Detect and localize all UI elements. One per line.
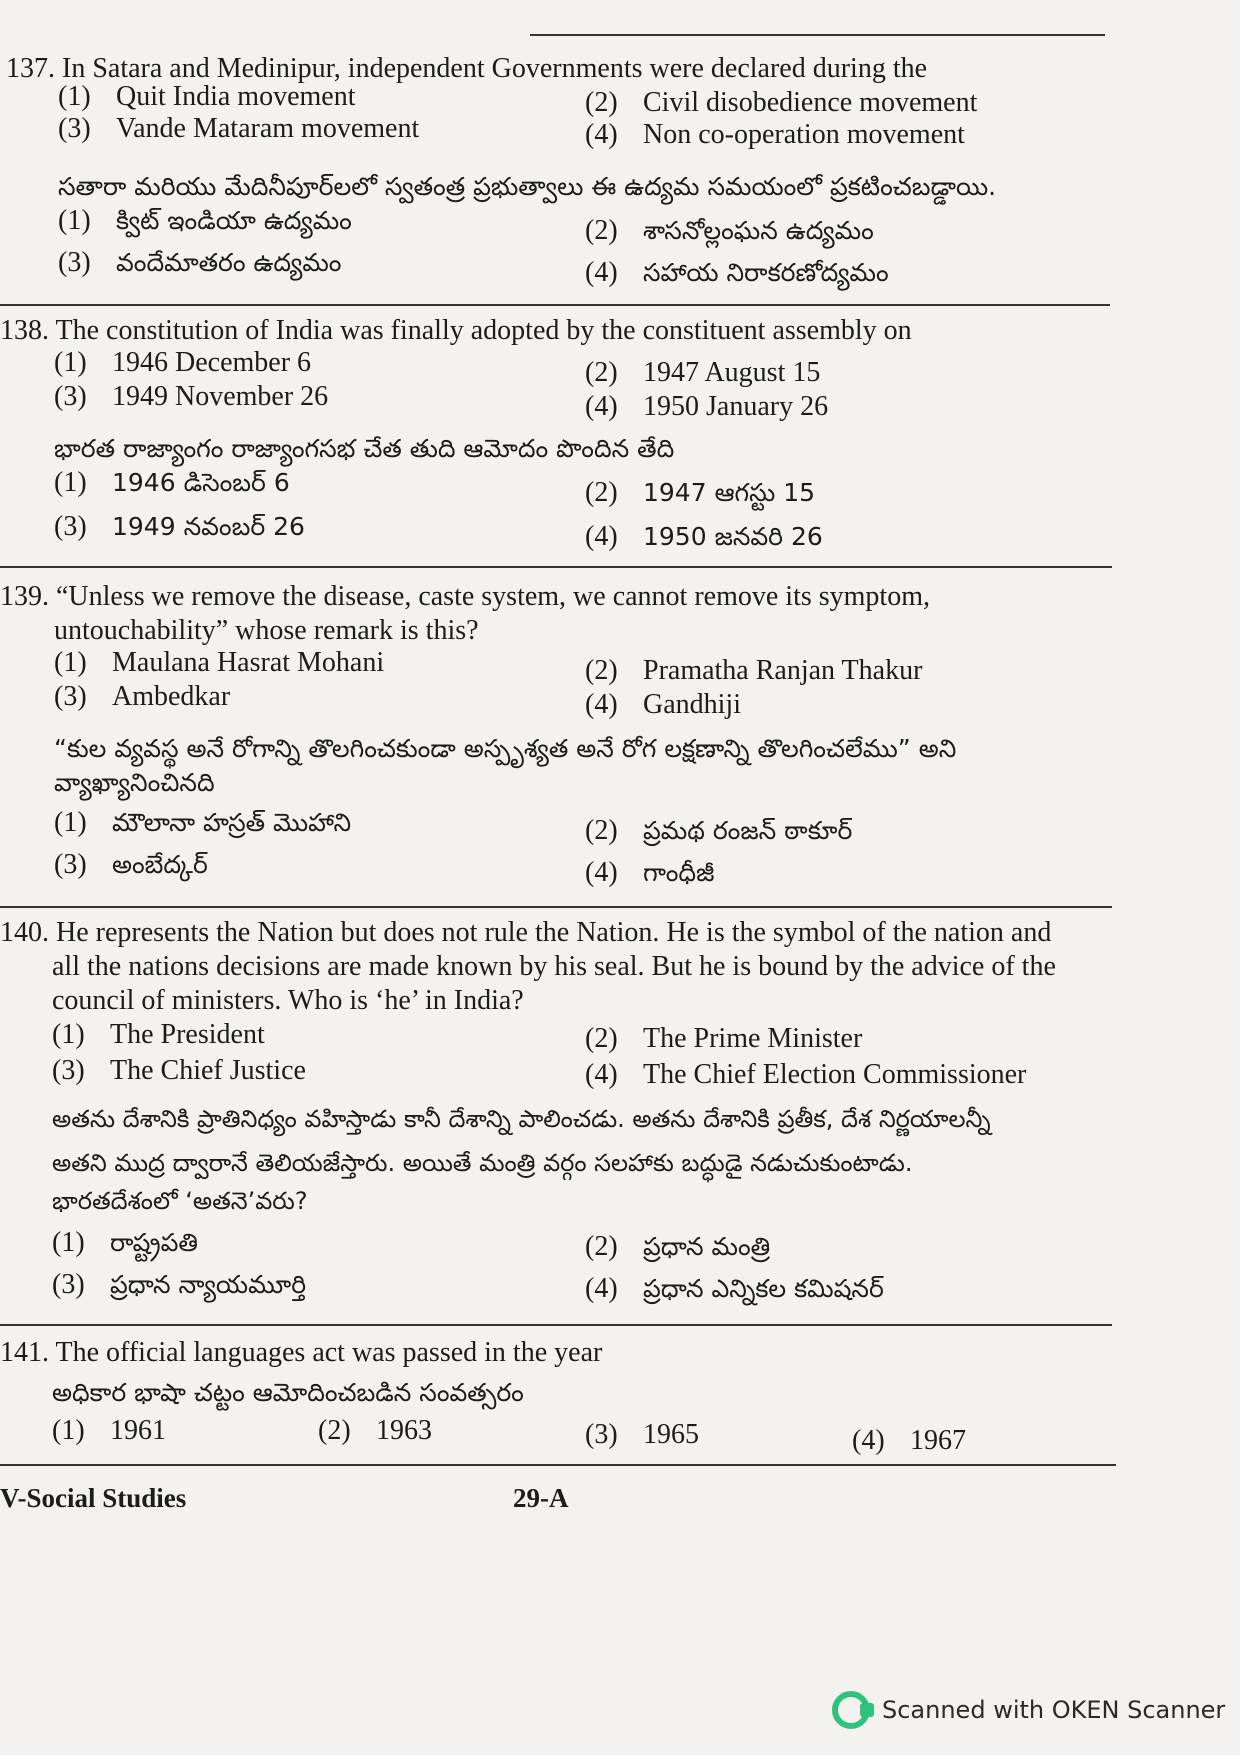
option-en-3: (3) Vande Mataram movement	[58, 113, 420, 144]
question-text-en: He represents the Nation but does not rule the Nation. He is the symbol of the nation and	[56, 917, 1052, 948]
option-te-1: (1) మౌలానా హస్రత్ మొహాని	[54, 807, 352, 838]
divider	[0, 1324, 1112, 1326]
footer-subject: V-Social Studies	[0, 1483, 187, 1513]
option-en-2: (2) Pramatha Ranjan Thakur	[585, 655, 923, 686]
option-4: (4) 1967	[852, 1425, 966, 1456]
question-text-te: భారత రాజ్యాంగం రాజ్యాంగసభ చేత తుది ఆమోదం పొందిన తేది	[54, 434, 675, 463]
question-text-te: సతారా మరియు మేదినీపూర్‌లలో స్వతంత్ర ప్రభుత్వాలు ఈ ఉద్యమ సమయంలో ప్రకటించబడ్డాయి.	[58, 172, 997, 201]
question-text-en: The official languages act was passed in the year	[55, 1337, 603, 1368]
option-1: (1) 1961	[52, 1415, 166, 1446]
scanner-watermark	[832, 1690, 1225, 1730]
question-text-te-2: వ్యాఖ్యానించినది	[54, 768, 215, 797]
question-text-te: అతను దేశానికి ప్రాతినిధ్యం వహిస్తాడు కానీ దేశాన్ని పాలించడు. అతను దేశానికి ప్రతీక, దేశ నిర్ణయాలన్నీ	[52, 1105, 991, 1133]
footer-page-number: 29-A	[513, 1483, 569, 1513]
option-en-4: (4) Non co-operation movement	[585, 119, 965, 150]
option-en-2: (2) The Prime Minister	[585, 1023, 863, 1054]
question-number: 140.	[0, 917, 49, 948]
question-text-en-2: untouchability” whose remark is this?	[54, 615, 479, 646]
question-text-en-2: all the nations decisions are made known by his seal. But he is bound by the advice of the	[52, 951, 1056, 982]
divider	[0, 906, 1112, 908]
option-te-1: (1) క్విట్ ఇండియా ఉద్యమం	[58, 205, 352, 236]
oken-logo-icon	[832, 1691, 870, 1729]
option-te-2: (2) శాసనోల్లంఘన ఉద్యమం	[585, 215, 874, 246]
option-en-3: (3) The Chief Justice	[52, 1055, 306, 1086]
question-number: 141.	[0, 1337, 49, 1368]
divider	[0, 566, 1112, 568]
option-en-1: (1) 1946 December 6	[54, 347, 312, 378]
option-2: (2) 1963	[318, 1415, 432, 1446]
option-te-1: (1) 1946 డిసెంబర్ 6	[54, 467, 290, 498]
top-rule	[530, 34, 1105, 36]
option-en-3: (3) 1949 November 26	[54, 381, 329, 412]
divider	[0, 304, 1110, 306]
option-te-3: (3) 1949 నవంబర్ 26	[54, 511, 305, 542]
option-te-3: (3) ప్రధాన న్యాయమూర్తి	[52, 1269, 307, 1300]
option-te-4: (4) సహాయ నిరాకరణోద్యమం	[585, 257, 889, 288]
option-en-3: (3) Ambedkar	[54, 681, 231, 712]
question-text-te-3: భారతదేశంలో ‘అతనె’వరు?	[52, 1187, 308, 1215]
question-number: 138.	[0, 315, 49, 346]
option-en-1: (1) Maulana Hasrat Mohani	[54, 647, 385, 678]
option-te-4: (4) ప్రధాన ఎన్నికల కమిషనర్	[585, 1273, 884, 1304]
option-en-1: (1) The President	[52, 1019, 265, 1050]
question-text-en: “Unless we remove the disease, caste system, we cannot remove its symptom,	[56, 581, 930, 612]
question-text-te-2: అతని ముద్ర ద్వారానే తెలియజేస్తారు. అయితే మంత్రి వర్గం సలహాకు బద్ధుడై నడుచుకుంటాడు.	[52, 1149, 913, 1177]
option-te-4: (4) గాంధీజీ	[585, 857, 715, 888]
option-en-4: (4) The Chief Election Commissioner	[585, 1059, 1027, 1090]
option-te-3: (3) అంబేద్కర్	[54, 849, 208, 880]
option-te-1: (1) రాష్ట్రపతి	[52, 1227, 198, 1258]
option-en-2: (2) 1947 August 15	[585, 357, 821, 388]
question-text-en-3: council of ministers. Who is ‘he’ in India?	[52, 985, 524, 1016]
question-text-te: అధికార భాషా చట్టం ఆమోదించబడిన సంవత్సరం	[52, 1378, 524, 1407]
option-te-4: (4) 1950 జనవరి 26	[585, 521, 823, 552]
scanner-watermark-text: Scanned with OKEN Scanner	[882, 1696, 1226, 1724]
option-te-3: (3) వందేమాతరం ఉద్యమం	[58, 247, 342, 278]
option-en-4: (4) 1950 January 26	[585, 391, 829, 422]
question-text-en: The constitution of India was finally adopted by the constituent assembly on	[55, 315, 912, 346]
option-te-2: (2) ప్రమథ రంజన్ ఠాకూర్	[585, 815, 853, 846]
question-number: 139.	[0, 581, 49, 612]
question-text-en: In Satara and Medinipur, independent Governments were declared during the	[62, 53, 928, 84]
option-en-4: (4) Gandhiji	[585, 689, 741, 720]
question-text-te: “కుల వ్యవస్థ అనే రోగాన్ని తొలగించకుండా అస్పృశ్యత అనే రోగ లక్షణాన్ని తొలగించలేము” అని	[54, 734, 957, 763]
option-en-2: (2) Civil disobedience movement	[585, 87, 978, 118]
divider	[0, 1464, 1116, 1466]
option-te-2: (2) ప్రధాన మంత్రి	[585, 1231, 771, 1262]
question-number: 137.	[6, 53, 55, 84]
option-en-1: (1) Quit India movement	[58, 81, 356, 112]
option-te-2: (2) 1947 ఆగస్టు 15	[585, 477, 816, 508]
option-3: (3) 1965	[585, 1419, 699, 1450]
